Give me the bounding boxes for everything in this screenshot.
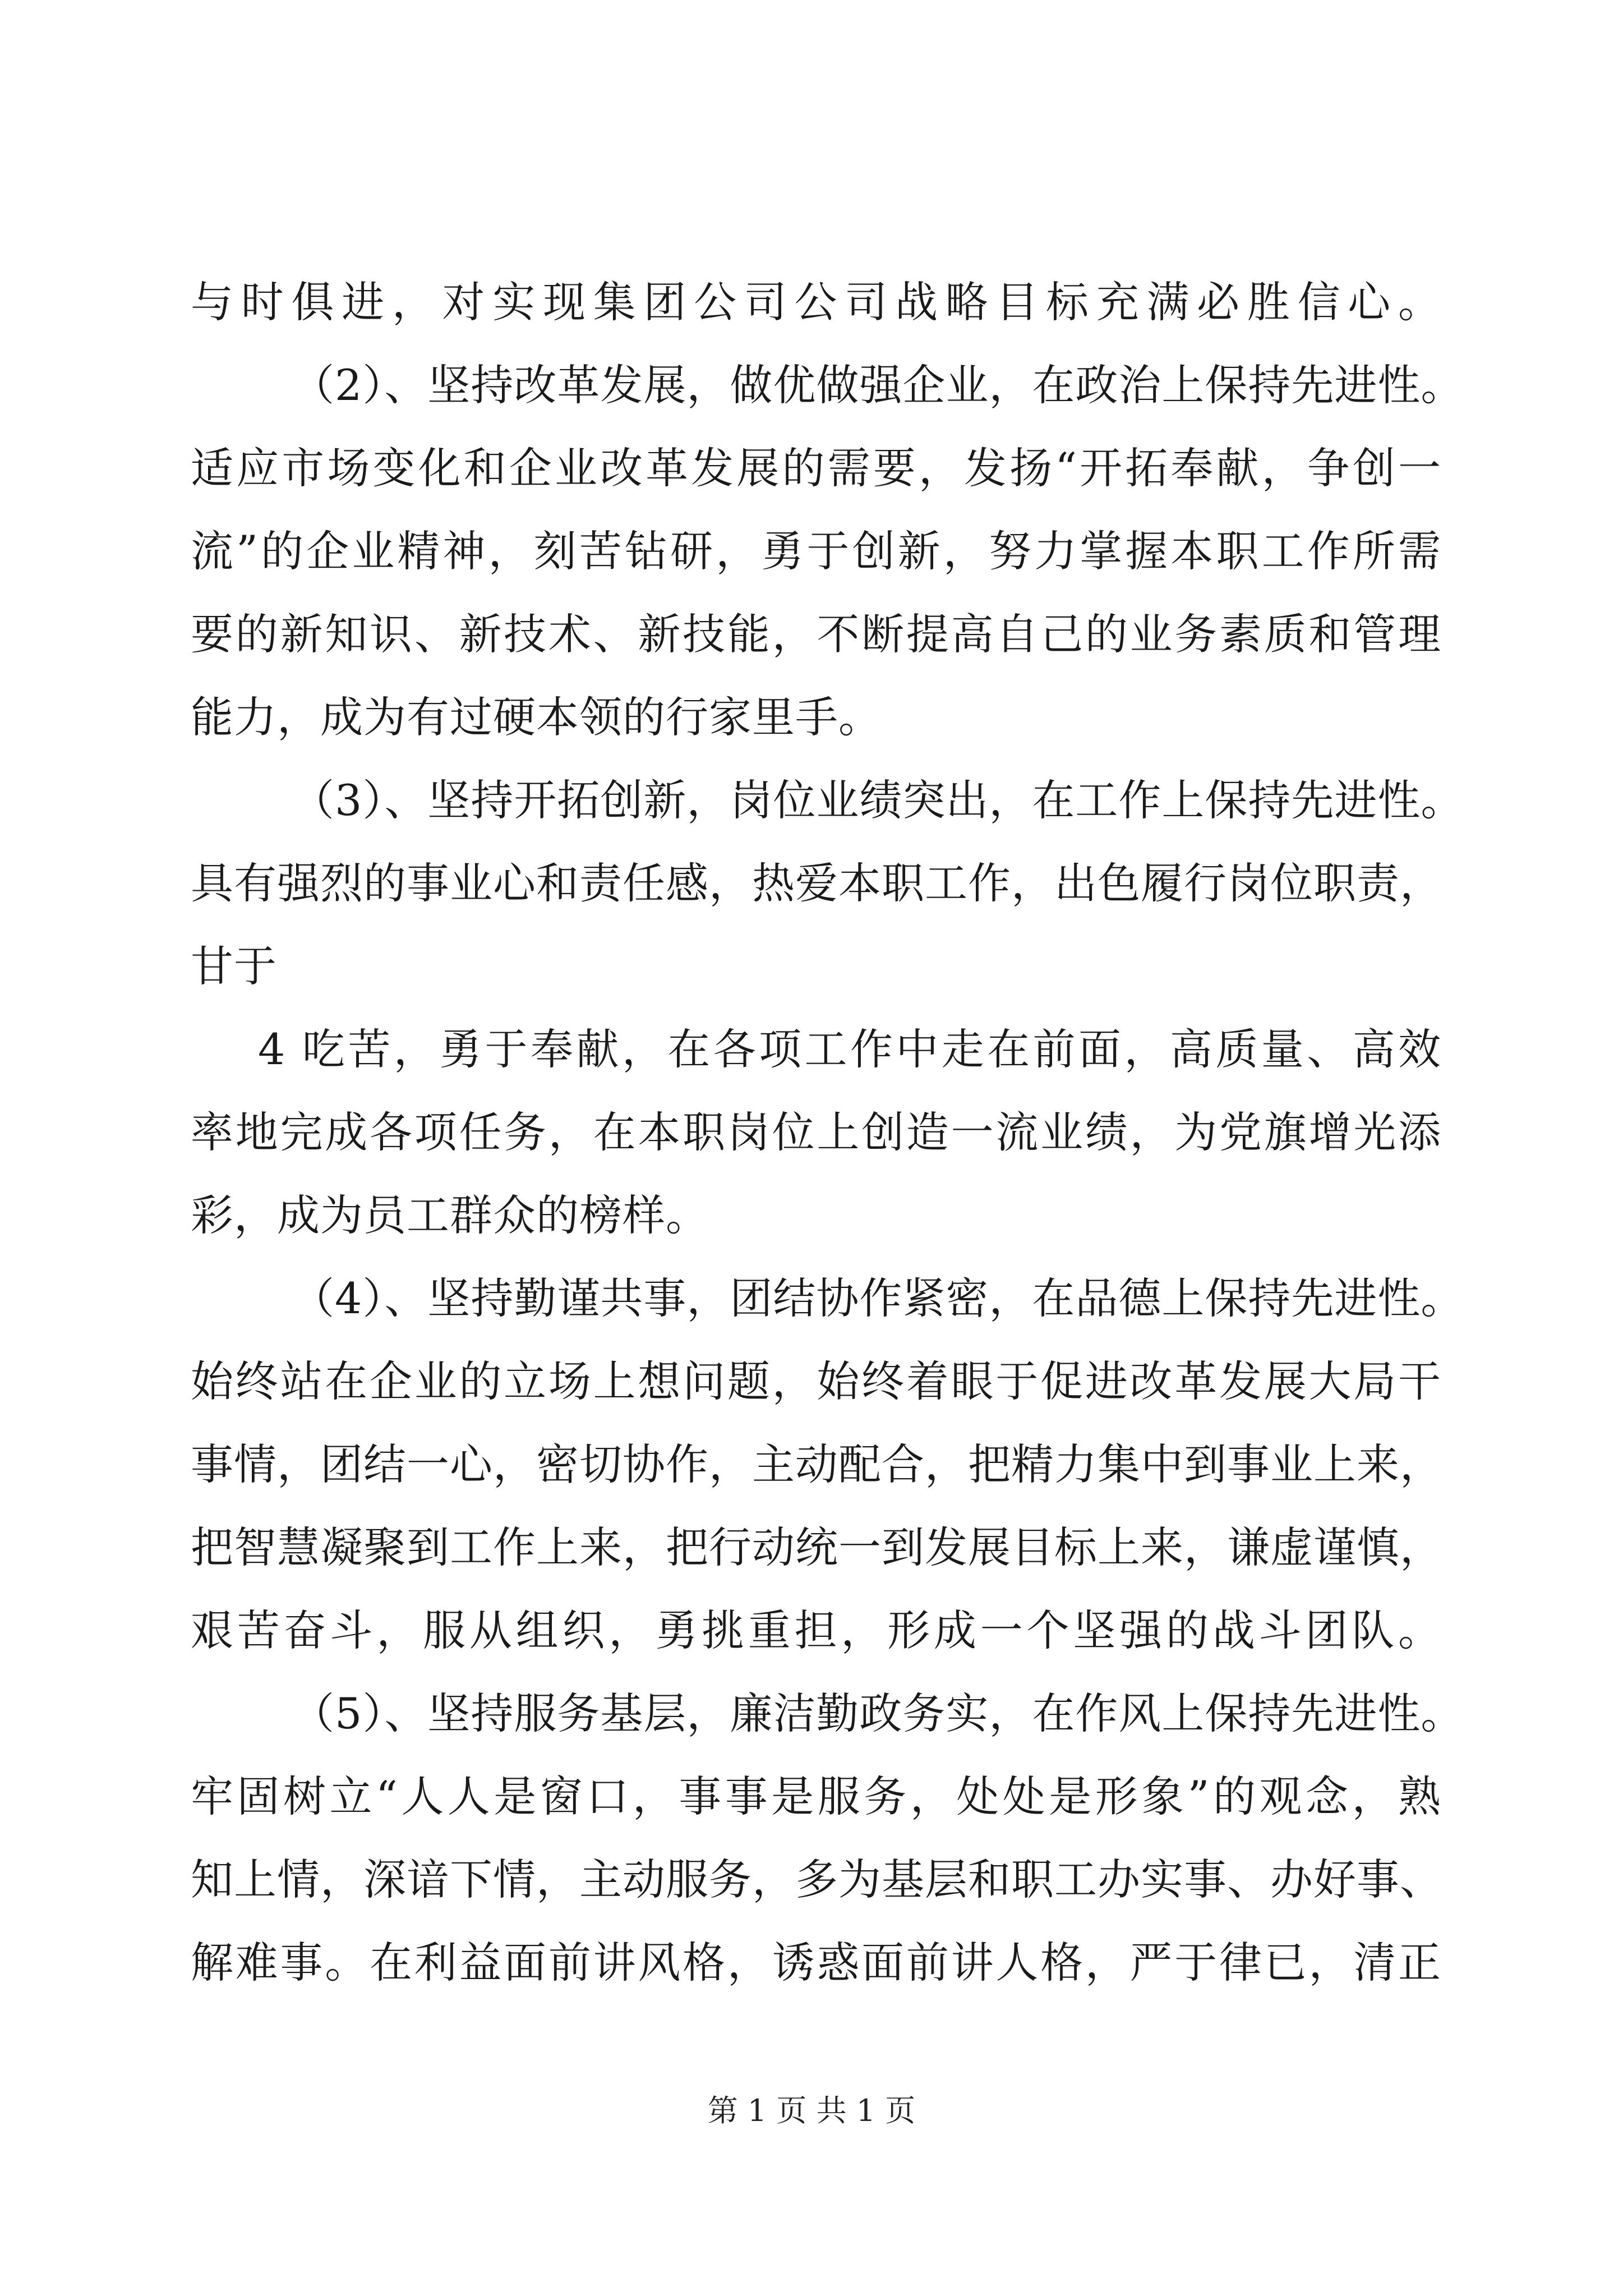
- text-line: 彩，成为员工群众的榜样。: [191, 1190, 709, 1240]
- text-line: 流”的企业精神，刻苦钻研，勇于创新，努力掌握本职工作所需: [191, 526, 1441, 576]
- text-line: （4）、坚持勤谨共事，团结协作紧密，在品德上保持先进性。: [292, 1273, 1464, 1323]
- text-line: 具有强烈的事业心和责任感，热爱本职工作，出色履行岗位职责，: [191, 858, 1443, 908]
- text-line: 甘于: [191, 941, 277, 991]
- text-line: 解难事。在利益面前讲风格，诱惑面前讲人格，严于律已，清正: [191, 1938, 1441, 1987]
- text-line: 牢固树立“人人是窗口，事事是服务，处处是形象”的观念，熟: [191, 1772, 1441, 1821]
- text-line: 艰苦奋斗，服从组织，勇挑重担，形成一个坚强的战斗团队。: [191, 1605, 1441, 1655]
- text-line: 要的新知识、新技术、新技能，不断提高自己的业务素质和管理: [191, 609, 1441, 659]
- text-line: 能力，成为有过硬本领的行家里手。: [191, 692, 882, 742]
- page-number: 第 1 页 共 1 页: [707, 2093, 916, 2128]
- text-line: 知上情，深谙下情，主动服务，多为基层和职工办实事、办好事、: [191, 1855, 1443, 1904]
- text-line: 与时俱进，对实现集团公司公司战略目标充满必胜信心。: [191, 277, 1441, 327]
- text-line: 始终站在企业的立场上想问题，始终着眼于促进改革发展大局干: [191, 1356, 1441, 1406]
- page-footer: [0, 2087, 1623, 2130]
- text-line: 把智慧凝聚到工作上来，把行动统一到发展目标上来，谦虚谨慎，: [191, 1522, 1443, 1572]
- text-line: （3）、坚持开拓创新，岗位业绩突出，在工作上保持先进性。: [292, 775, 1464, 825]
- text-line: 适应市场变化和企业改革发展的需要，发扬“开拓奉献，争创一: [191, 443, 1441, 493]
- text-line: 4 吃苦，勇于奉献，在各项工作中走在前面，高质量、高效: [258, 1024, 1441, 1074]
- text-line: （2）、坚持改革发展，做优做强企业，在政治上保持先进性。: [292, 360, 1464, 410]
- text-line: （5）、坚持服务基层，廉洁勤政务实，在作风上保持先进性。: [292, 1688, 1464, 1738]
- text-line: 事情，团结一心，密切协作，主动配合，把精力集中到事业上来，: [191, 1439, 1443, 1489]
- document-body: [191, 261, 1464, 2004]
- text-line: 率地完成各项任务，在本职岗位上创造一流业绩，为党旗增光添: [191, 1107, 1441, 1157]
